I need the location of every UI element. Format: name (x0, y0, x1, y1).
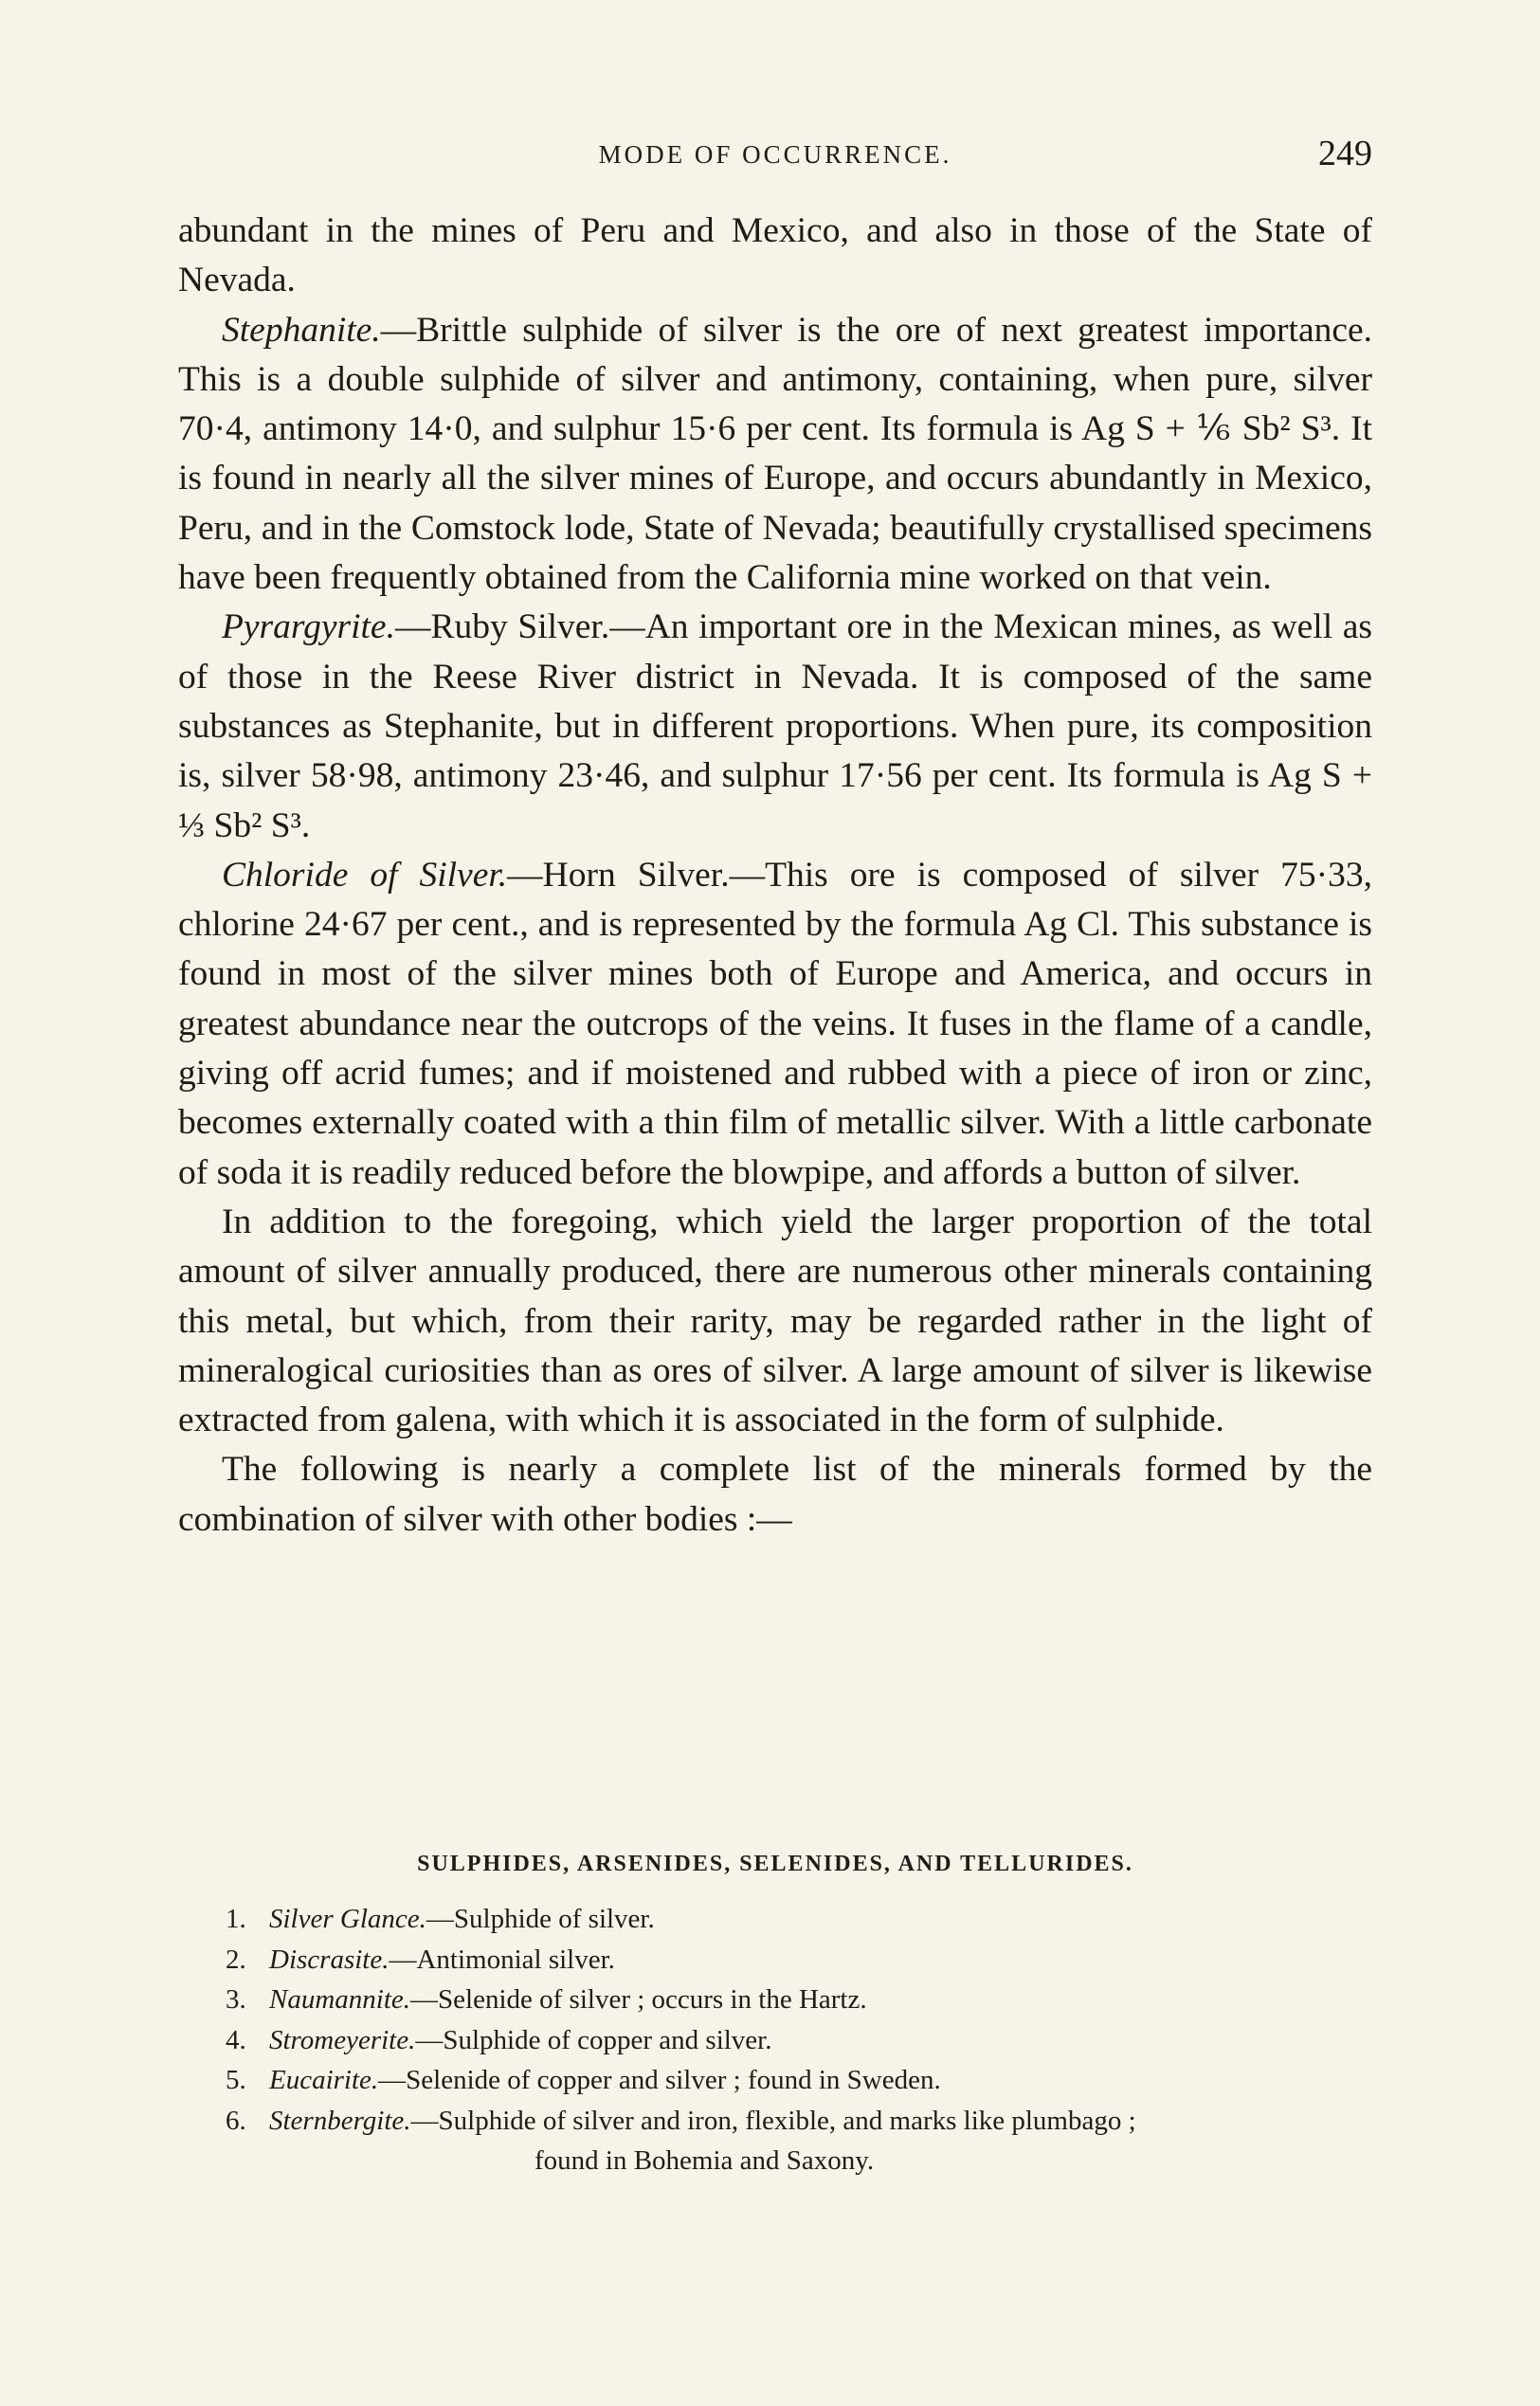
mineral-name: Sternbergite. (269, 2105, 411, 2136)
paragraph-lead: Stephanite. (222, 310, 381, 350)
page-number: 249 (1318, 134, 1372, 173)
mineral-desc: —Antimonial silver. (389, 1944, 615, 1975)
paragraph-text: —Horn Silver.—This ore is composed of silver 75·33, chlorine 24·67 per cent., and is represented by the formula Ag Cl. This substance is found in most of the silver mines both of Europe and America, and occurs in greatest abundance near the outcrops of the veins. It fuses in the flame of a candle, giving off acrid fumes; and if moistened and rubbed with a piece of iron or zinc, becomes externally coated with a thin film of metallic silver. With a little carbonate of soda it is readily reduced before the blowpipe, and affords a button of silver. (178, 855, 1372, 1192)
paragraph (178, 1445, 1372, 1545)
paragraph-lead: Chloride of Silver. (222, 855, 508, 895)
page-header (178, 133, 1372, 180)
item-number: 2. (226, 1944, 246, 1975)
paragraph-text: In addition to the foregoing, which yield the larger proportion of the total amount of silver annually produced, there are numerous other minerals containing this metal, but which, from their rarity, may be regarded rather in the light of mineralogical curiosities than as ores of silver. A large amount of silver is likewise extracted from galena, with which it is associated in the form of sulphide. (178, 1202, 1372, 1440)
paragraph-lead: Pyrargyrite. (222, 607, 395, 647)
section-heading: SULPHIDES, ARSENIDES, SELENIDES, AND TELLURIDES. (417, 1852, 1133, 1876)
mineral-desc: —Selenide of silver ; occurs in the Hartz. (410, 1984, 867, 2015)
mineral-name: Naumannite. (269, 1984, 411, 2015)
mineral-name: Stromeyerite. (269, 2024, 416, 2055)
mineral-name: Discrasite. (269, 1944, 390, 1975)
body-text (178, 207, 1372, 1545)
mineral-desc-continuation: found in Bohemia and Saxony. (534, 2145, 875, 2176)
list-item (226, 2020, 1410, 2061)
item-number: 5. (226, 2065, 246, 2095)
mineral-desc: —Sulphide of silver and iron, flexible, and marks like plumbago ; (410, 2105, 1136, 2136)
paragraph (178, 306, 1372, 604)
paragraph (178, 1198, 1372, 1445)
paragraph-text: abundant in the mines of Peru and Mexico, and also in those of the State of Nevada. (178, 211, 1372, 300)
mineral-name: Silver Glance. (269, 1904, 426, 1934)
mineral-desc: —Sulphide of silver. (426, 1904, 655, 1934)
item-number: 6. (226, 2105, 246, 2136)
paragraph (178, 851, 1372, 1198)
list-item (226, 1980, 1410, 2020)
item-number: 4. (226, 2024, 246, 2055)
list-item (226, 1940, 1410, 1981)
list-item (226, 2101, 1410, 2181)
paragraph-text: —Ruby Silver.—An important ore in the Mexican mines, as well as of those in the Reese River district in Nevada. It is composed of the same substances as Stephanite, but in different proportions. When pure, its composition is, silver 58·98, antimony 23·46, and sulphur 17·56 per cent. Its formula is Ag S + ⅓ Sb² S³. (178, 607, 1372, 845)
mineral-desc: —Sulphide of copper and silver. (415, 2024, 772, 2055)
mineral-list (226, 1899, 1410, 2181)
paragraph-text: The following is nearly a complete list of the minerals formed by the combination of silver with other bodies :— (178, 1450, 1372, 1539)
item-number: 1. (226, 1904, 246, 1934)
mineral-desc: —Selenide of copper and silver ; found in Sweden. (378, 2065, 941, 2095)
paragraph (178, 207, 1372, 306)
paragraph-text: —Brittle sulphide of silver is the ore of next greatest importance. This is a double sulphide of silver and antimony, containing, when pure, silver 70·4, antimony 14·0, and sulphur 15·6 per cent. Its formula is Ag S + ⅙ Sb² S³. It is found in nearly all the silver mines of Europe, and occurs abundantly in Mexico, Peru, and in the Comstock lode, State of Nevada; beautifully crystallised specimens have been frequently obtained from the California mine worked on that vein. (178, 310, 1372, 598)
mineral-name: Eucairite. (269, 2065, 379, 2095)
item-number: 3. (226, 1984, 246, 2015)
list-item (226, 1899, 1410, 1940)
running-head: MODE OF OCCURRENCE. (598, 140, 952, 169)
list-item (226, 2060, 1410, 2101)
paragraph (178, 603, 1372, 850)
